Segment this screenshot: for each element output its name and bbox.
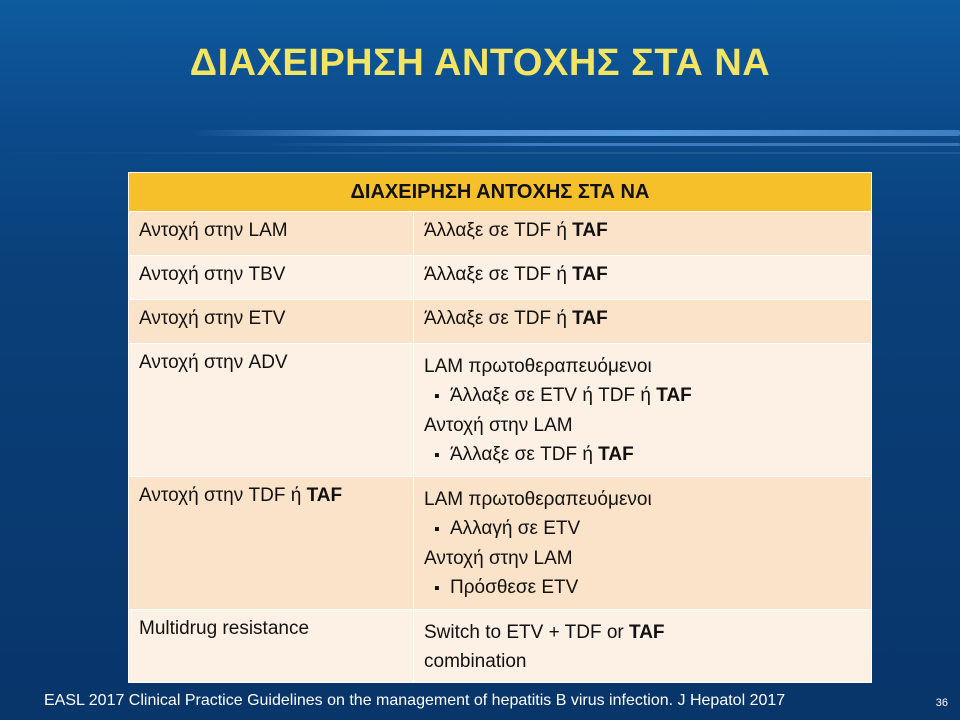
management-cell: LAM πρωτοθεραπευόμενοι ▪ Αλλαγή σε ETV Αντοχή στην LAM ▪ Πρόσθεσε ETV	[414, 477, 872, 610]
page-number: 36	[935, 697, 948, 709]
decorative-stripe	[190, 130, 960, 136]
management-cell: Switch to ETV + TDF or TAF combination	[414, 610, 872, 683]
table-row	[129, 344, 872, 477]
decorative-stripe	[260, 143, 960, 146]
resistance-cell: Αντοχή στην LAM	[129, 212, 414, 256]
decorative-stripe	[0, 152, 960, 154]
table-row	[129, 477, 872, 610]
table-row	[129, 256, 872, 300]
management-cell: LAM πρωτοθεραπευόμενοι ▪ Άλλαξε σε ETV ή TDF ή TAF Αντοχή στην LAM ▪ Άλλαξε σε TDF ή TAF	[414, 344, 872, 477]
management-cell: Άλλαξε σε TDF ή TAF	[414, 212, 872, 256]
table-row	[129, 212, 872, 256]
citation-footer: EASL 2017 Clinical Practice Guidelines on the management of hepatitis B virus infection. J Hepatol 2017	[44, 692, 786, 709]
resistance-cell: Αντοχή στην TBV	[129, 256, 414, 300]
resistance-management-table	[128, 172, 872, 683]
table-row	[129, 610, 872, 683]
resistance-cell: Multidrug resistance	[129, 610, 414, 683]
management-cell: Άλλαξε σε TDF ή TAF	[414, 256, 872, 300]
table-header: ΔΙΑΧΕΙΡΗΣΗ ΑΝΤΟΧΗΣ ΣΤΑ ΝΑ	[129, 173, 872, 212]
resistance-cell: Αντοχή στην ETV	[129, 300, 414, 344]
management-cell: Άλλαξε σε TDF ή TAF	[414, 300, 872, 344]
resistance-cell: Αντοχή στην TDF ή TAF	[129, 477, 414, 610]
slide-title: ΔΙΑΧΕΙΡΗΣΗ ΑΝΤΟΧΗΣ ΣΤΑ ΝΑ	[189, 42, 771, 84]
table-row	[129, 300, 872, 344]
resistance-cell: Αντοχή στην ADV	[129, 344, 414, 477]
